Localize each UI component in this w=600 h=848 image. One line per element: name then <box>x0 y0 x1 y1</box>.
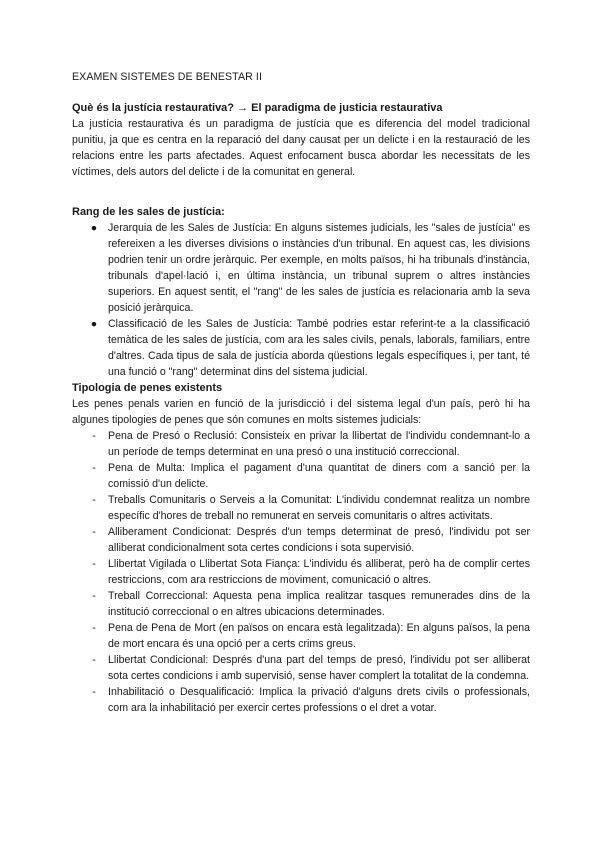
bullet-icon: ● <box>90 318 98 330</box>
section-heading: Què és la justícia restaurativa? → El paradigma de justicia restaurativa <box>72 102 443 114</box>
section-heading: Tipologia de penes existents <box>72 382 223 394</box>
list-item-text: Llibertat Condicional: Després d'una part del temps de presó, l'individu pot ser alliberat sota certes condicions i amb supervisió, sense haver complert la totalitat de la condemna. <box>108 654 530 682</box>
list-item-text: Jerarquia de les Sales de Justícia: En alguns sistemes judicials, les "sales de justícia" es refereixen a les diverses divisions o instàncies d'un tribunal. En aquest cas, les divisions podrien tenir un ordre jeràrquic. Per exemple, en molts països, hi ha tribunals d'instància, tribunals d'apel·lació i, en última instància, un tribunal suprem o altres instàncies superiors. En aquest sentit, el "rang" de les sales de justícia es relacionaria amb la seva posició jeràrquica. <box>108 222 530 314</box>
section-heading: Rang de les sales de justícia: <box>72 206 225 218</box>
list-item <box>72 684 530 716</box>
bullet-list <box>72 220 530 380</box>
dash-icon: - <box>92 558 96 570</box>
section-court-rank <box>72 204 530 380</box>
section-paragraph: Les penes penals varien en funció de la jurisdicció i del sistema legal d'un país, però hi ha algunes tipologies de penes que són comunes en molts sistemes judicials: <box>72 398 530 426</box>
document-title: EXAMEN SISTEMES DE BENESTAR II <box>72 71 262 83</box>
list-item-text: Treball Correccional: Aquesta pena implica realitzar tasques remunerades dins de la institució correccional o en altres ubicacions determinades. <box>108 590 530 618</box>
list-item <box>72 316 530 380</box>
dash-icon: - <box>92 622 96 634</box>
list-item-text: Pena de Pena de Mort (en països on encara està legalitzada): En alguns països, la pena de mort encara és una opció per a certs crims greus. <box>108 622 530 650</box>
list-item-text: Inhabilitació o Desqualificació: Implica la privació d'alguns drets civils o professionals, com ara la inhabilitació per exercir certes professions o el dret a votar. <box>108 686 530 714</box>
bullet-icon: ● <box>90 222 98 234</box>
list-item-text: Pena de Presó o Reclusió: Consisteix en privar la llibertat de l'individu condemnant-lo a un període de temps determinat en una presó o una institució correccional. <box>108 430 530 458</box>
dash-icon: - <box>92 654 96 666</box>
section-paragraph: La justícia restaurativa és un paradigma de justícia que es diferencia del model tradicional punitiu, ja que es centra en la reparació del dany causat per un delicte i en la restauració de les relacions entre les parts afectades. Aquest enfocament busca abordar les necessitats de les víctimes, dels autors del delicte i de la comunitat en general. <box>72 118 530 178</box>
dash-list <box>72 428 530 716</box>
list-item <box>72 492 530 524</box>
list-item-text: Llibertat Vigilada o Llibertat Sota Fiança: L'individu és alliberat, però ha de complir certes restriccions, com ara restriccions de moviment, comunicació o altres. <box>108 558 530 586</box>
list-item <box>72 556 530 588</box>
dash-icon: - <box>92 590 96 602</box>
list-item-text: Classificació de les Sales de Justícia: També podries estar referint-te a la classificació temàtica de les sales de justícia, com ara les sales civils, penals, laborals, familiars, entre d'altres. Cada tipus de sala de justícia aborda qüestions legals específiques i, per tant, té una funció o "rang" determinat dins del sistema judicial. <box>108 318 530 378</box>
list-item-text: Treballs Comunitaris o Serveis a la Comunitat: L'individu condemnat realitza un nombre específic d'hores de treball no remunerat en serveis comunitaris o altres activitats. <box>108 494 530 522</box>
section-penalty-types <box>72 380 530 716</box>
dash-icon: - <box>92 526 96 538</box>
dash-icon: - <box>92 462 96 474</box>
list-item <box>72 524 530 556</box>
list-item <box>72 460 530 492</box>
list-item <box>72 428 530 460</box>
dash-icon: - <box>92 494 96 506</box>
list-item <box>72 652 530 684</box>
list-item-text: Pena de Multa: Implica el pagament d'una quantitat de diners com a sanció per la comissió d'un delicte. <box>108 462 530 490</box>
list-item <box>72 220 530 316</box>
section-restorative-justice <box>72 100 530 180</box>
dash-icon: - <box>92 686 96 698</box>
list-item <box>72 620 530 652</box>
list-item-text: Alliberament Condicionat: Després d'un temps determinat de presó, l'individu pot ser alliberat condicionalment sota certes condicions i sota supervisió. <box>108 526 530 554</box>
list-item <box>72 588 530 620</box>
dash-icon: - <box>92 430 96 442</box>
